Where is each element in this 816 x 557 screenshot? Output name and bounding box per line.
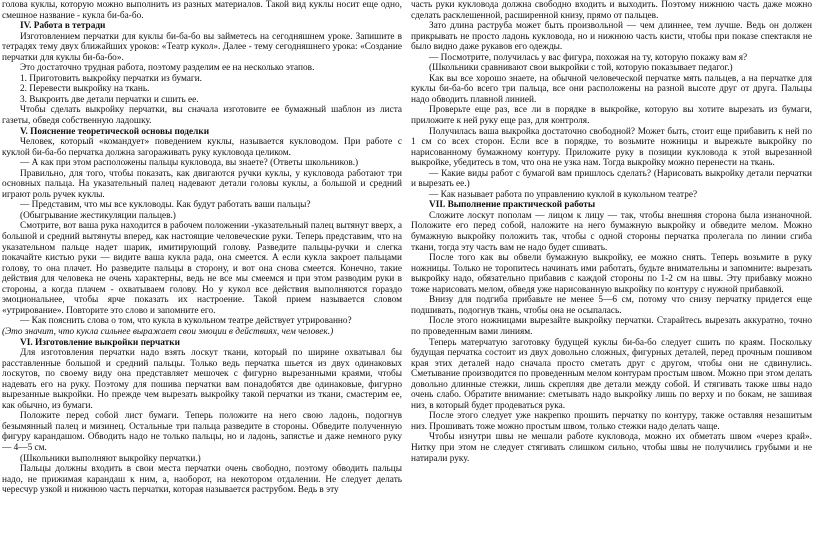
paragraph: Чтобы сделать выкройку перчатки, вы сначала изготовите ее бумажный шаблон из листа газеты, обведя собственную ладошку. [2, 105, 402, 127]
right-column [411, 0, 812, 557]
paragraph: — А как при этом расположены пальцы кукловода, вы знаете? (Ответы школьников.) [20, 158, 359, 169]
paragraph: (Школьники сравнивают свои выкройки с той, которую показывает педагог.) [429, 63, 733, 74]
paragraph: голова куклы, которую можно выполнить из разных материалов. Такой вид куклы носит еще одно, смешное название - кукла би-ба-бо. [2, 0, 402, 21]
paragraph: — Посмотрите, получилась у вас фигура, похожая на ту, которую покажу вам я? [429, 52, 748, 63]
paragraph: (Обыгрывание жестикуляции пальцев.) [20, 210, 176, 221]
paragraph: Изготовлением перчатки для куклы би-ба-бо вы займетесь на сегодняшнем уроке. Запишите в тетрадях тему двух ближайших уроков: «Театр кукол». Далее - тему сегодняшнего урока: «Создание перчатки для куклы би-ба-бо». [2, 31, 402, 63]
paragraph: Человек, который «командует» поведением куклы, называется кукловодом. При работе с куклой би-ба-бо перчатка должна загораживать руку кукловода целиком. [2, 137, 402, 158]
paragraph: (Это значит, что кукла сильнее выражает свои эмоции в действиях, чем человек.) [2, 326, 334, 337]
paragraph: (Школьники выполняют выкройку перчатки.) [20, 453, 201, 464]
paragraph: 2. Перевести выкройку на ткань. [20, 84, 150, 95]
paragraph: После этого следует уже накрепко прошить перчатку по контуру, также оставляя незашитым низ. Прошивать тоже можно простым швом, только стежки надо делать чаще. [411, 411, 812, 432]
paragraph: Это достаточно трудная работа, поэтому разделим ее на несколько этапов. [20, 63, 315, 74]
paragraph: 1. Приготовить выкройку перчатки из бумаги. [20, 73, 202, 84]
paragraph: После этого ножницами вырезайте выкройку перчатки. Старайтесь вырезать аккуратно, точно по проведенным вами линиям. [411, 316, 812, 337]
paragraph: После того как вы обвели бумажную выкройку, ее можно снять. Теперь возьмите в руку ножницы. Только не торопитесь начинать ими работать, будьте внимательны и запомните: вырезать выкройку надо, обязательно прибавив с каждой стороны по 1-2 см на швы. Эту прибавку можно тоже нарисовать мелом, обведя уже нарисованную выкройку по контуру с нужной прибавкой. [411, 253, 812, 295]
paragraph: 3. Выкроить две детали перчатки и сшить ее. [20, 94, 199, 105]
paragraph: Пальцы должны входить в свои места перчатки очень свободно, поэтому обводить пальцы надо, не прижимая карандаш к ним, а, наоборот, на некотором отдалении. Не следует делать чересчур узкой и нижнюю часть перчатки, которая называется раструбом. Ведь в эту [2, 464, 402, 496]
paragraph: Внизу для подгиба прибавьте не менее 5—6 см, потому что снизу перчатку придется еще подшивать, подогнув ткань, чтобы она не осыпалась. [411, 295, 812, 316]
paragraph: Зато длина раструба может быть произвольной — чем длиннее, тем лучше. Ведь он должен прикрывать не просто ладонь кукловода, но и нижнюю часть кисти, чтобы при показе спектакля не было видно даже рукавов его одежды. [411, 21, 812, 53]
paragraph: Как вы все хорошо знаете, на обычной человеческой перчатке мять пальцев, а на перчатке для куклы би-ба-бо всего три пальца, все они расположены на разной высоте друг от друга. Пальцы надо обводить плавной линией. [411, 73, 812, 105]
left-column [2, 0, 402, 557]
section-heading: VI. Изготовление выкройки перчатки [20, 337, 180, 348]
paragraph: Чтобы изнутри швы не мешали работе кукловода, можно их обметать швом «через край». Нитку при этом не следует стягивать слишком сильно, чтобы швы не получились грубыми и не натирали руку. [411, 432, 812, 464]
section-heading: VII. Выполнение практической работы [429, 200, 596, 211]
paragraph: — Как пояснить слова о том, что кукла в кукольном театре действует утрированно? [20, 316, 352, 327]
paragraph: Правильно, для того, чтобы показать, как двигаются ручки куклы, у кукловода работают три основных пальца. На указательный палец надевают детали головы куклы, а большой и средний играют роль ручек куклы. [2, 168, 402, 200]
paragraph: Получилась ваша выкройка достаточно свободной? Может быть, стоит еще прибавить к ней по 1 см со всех сторон. Если все в порядке, то возьмите ножницы и вырежьте выкройку по нарисованному бумажному контуру. Приложите руку в позиции кукловода к этой вырезанной выкройке, убедитесь в том, что она не узка нам. Тогда выкройку можно перенести на ткань. [411, 126, 812, 169]
paragraph: Для изготовления перчатки надо взять лоскут ткани, который по ширине охватывал бы расставленные большой и средний пальцы. Только ведь перчатка шьется из двух одинаковых лоскутов, по своему виду она представляет мешочек с фигурно вырезанными краями, чтобы надевать его на руку. Поэтому для пошива перчатки вам понадобятся две одинаковые, фигурно вырезанные выкройки. Но прежде чем вырезать выкройку такой перчатки из ткани, смастерим ее, как обычно, из бумаги. [2, 348, 402, 411]
paragraph: Теперь матерчатую заготовку будущей куклы би-ба-бо следует сшить по краям. Поскольку будущая перчатка состоит из двух довольно сложных, фигурных деталей, перед прочным пошивом края этих деталей надо сначала просто сметать друг с другом, чтобы они не сдвинулись. Сметывание производится по проведенным мелом контурам простым швом. Можно при этом делать довольно длинные стежки, лишь скрепляя две детали между собой. И стягивать также швы надо очень слабо. Обратите внимание: сметывать надо выкройку лишь по верху и по бокам, не зашивая низ, в который будет продеваться рука. [411, 337, 812, 411]
section-heading: IV. Работа в тетради [20, 21, 106, 32]
paragraph: Сложите лоскут пополам — лицом к лицу — так, чтобы внешняя сторона была изнаночной. Положите его перед собой, наложите на него бумажную выкройку и обведите мелом. Можно бумажную выкройку положить так, чтобы с одной стороны перчатка пролегала по линии сгиба ткани, тогда эту часть вам не надо будет сшивать. [411, 210, 812, 253]
paragraph: — Представим, что мы все кукловоды. Как будут работать ваши пальцы? [20, 200, 311, 211]
paragraph: — Как называет работа по управлению куклой в кукольном театре? [429, 189, 698, 200]
paragraph: Смотрите, вот ваша рука находится в рабочем положении -указательный палец вытянут вверх, а большой и средний вытянуты вперед, как настоящие человеческие руки. Теперь представим, что на указательном пальце надет шарик, имитирующий голову. Разведите пальцы-ручки и слегка покачайте кистью руки — видите ваша кукла рада, она смеется. А если кукла закроет пальцами голову, то она плачет. Но разведите пальцы в сторону, и вот она снова смеется. Конечно, такие действия для человека не очень характерны, ведь не все мы смеемся и при этом разводим руки в стороны, а когда плачем - охватываем голову. Но у кукол все действия выполняются гораздо эмоциональнее, чтобы ярче показать их настроение. Такой прием называется словом «утрирование». Повторите это слово и запомните его. [2, 221, 402, 316]
section-heading: V. Пояснение теоретической основы поделки [20, 126, 210, 137]
paragraph: часть руки кукловода должна свободно входить и выходить. Поэтому нижнюю часть даже можно сделать расклешенной, расширенной книзу, прямо от пальцев. [411, 0, 812, 21]
paragraph: Положите перед собой лист бумаги. Теперь положите на него свою ладонь, подогнув безымянный палец и мизинец. Остальные три пальца разведите в стороны. Обведите полученную фигуру карандашом. Обводить надо не только пальцы, но и ладонь, запястье и даже немного руку — 4—5 см. [2, 411, 402, 453]
paragraph: Проверьте еще раз, все ли в порядке в выкройке, которую вы хотите вырезать из бумаги, приложите к ней руку еще раз, для контроля. [411, 105, 812, 127]
paragraph: — Какие виды работ с бумагой вам пришлось сделать? (Нарисовать выкройку детали перчатки и вырезать ее.) [411, 168, 812, 190]
